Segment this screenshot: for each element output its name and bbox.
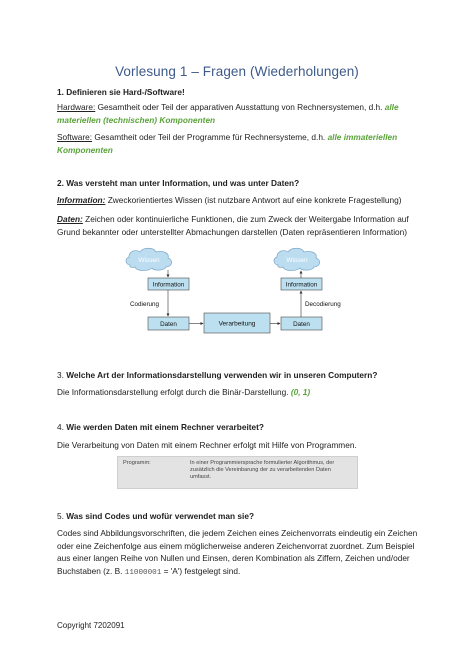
q4-answer: Die Verarbeitung von Daten mit einem Rechner erfolgt mit Hilfe von Programmen.: [57, 440, 357, 450]
q3-heading-text: Welche Art der Informationsdarstellung verwenden wir in unseren Computern?: [66, 370, 378, 380]
decoding-label: Decodierung: [305, 301, 341, 308]
q3-heading: [57, 369, 419, 382]
right-cloud-label: Wissen: [286, 257, 308, 264]
left-data-label: Daten: [160, 321, 177, 328]
q5-answer-text-a: Codes sind Abbildungsvorschriften, die jedem Zeichen eines Zeichenvorrats eindeutig ein Zeichen oder eine Zeichenfolge aus einem möglicherweise anderen Zeichenvorrat zuordnet. Zum Beispiel aus einer langen Reihe von Nullen und Einsen, deren Kombination als Ziffern, Zeichen und/oder Buchstaben (z. B.: [57, 528, 418, 576]
left-knowledge-cloud: [126, 248, 172, 270]
program-definition-box: [117, 456, 358, 489]
q3-number: 3.: [57, 370, 67, 380]
q5-code-example: 11000001: [124, 568, 162, 577]
program-definition-value: In einer Programmiersprache formulierter Algorithmus, der zusätzlich die Vereinbarung der zu verarbeitenden Daten umfasst.: [190, 460, 335, 480]
q1-heading: 1. Definieren sie Hard-/Software!: [57, 87, 185, 97]
right-information-label: Information: [285, 281, 318, 289]
q3-answer-green: (0, 1): [290, 387, 311, 397]
coding-label: Codierung: [130, 301, 160, 308]
copyright-footer: Copyright 7202091: [57, 621, 125, 630]
right-data-label: Daten: [293, 321, 310, 328]
information-term: Information:: [57, 195, 106, 205]
information-text: Zweckorientiertes Wissen (ist nutzbare Antwort auf eine konkrete Fragestellung): [105, 195, 402, 205]
left-information-label: Information: [152, 281, 185, 289]
q2-information-paragraph: [57, 194, 419, 207]
q5-heading: [57, 510, 419, 523]
left-cloud-label: Wissen: [138, 257, 160, 264]
q2-heading: 2. Was versteht man unter Information, und was unter Daten?: [57, 178, 300, 188]
q2-data-paragraph: [57, 213, 419, 238]
q5-heading-text: Was sind Codes und wofür verwendet man sie?: [66, 511, 255, 521]
q4-number: 4.: [57, 422, 67, 432]
q1-software-paragraph: [57, 131, 419, 156]
processing-label: Verarbeitung: [218, 320, 256, 328]
q5-answer: [57, 527, 419, 579]
right-knowledge-cloud: [274, 248, 320, 270]
hardware-text: Gesamtheit oder Teil der apparativen Ausstattung von Rechnersystemen, d.h.: [95, 102, 385, 112]
q1-hardware-paragraph: [57, 101, 419, 126]
hardware-green: alle materiellen (technischen) Komponenten: [57, 102, 399, 125]
program-definition-key: Programm:: [123, 460, 151, 466]
information-processing-diagram: [120, 243, 360, 343]
q4-heading: [57, 421, 419, 434]
software-green: alle immateriellen Komponenten: [57, 132, 398, 155]
q3-answer-text: Die Informationsdarstellung erfolgt durch die Binär-Darstellung.: [57, 387, 291, 397]
software-text: Gesamtheit oder Teil der Programme für Rechnersysteme, d.h.: [92, 132, 328, 142]
q5-number: 5.: [57, 511, 67, 521]
hardware-term: Hardware:: [57, 102, 96, 112]
q3-answer: [57, 386, 419, 399]
q4-heading-text: Wie werden Daten mit einem Rechner verarbeitet?: [66, 422, 264, 432]
software-term: Software:: [57, 132, 93, 142]
data-text: Zeichen oder kontinuierliche Funktionen, die zum Zweck der Weitergabe Information auf Grund bekannter oder unterstellter Abmachungen darstellen (Daten repräsentieren Information): [57, 214, 409, 237]
data-term: Daten:: [57, 214, 83, 224]
page-title: Vorlesung 1 – Fragen (Wiederholungen): [115, 64, 359, 79]
q5-answer-text-b: = 'A') festgelegt sind.: [161, 565, 241, 576]
